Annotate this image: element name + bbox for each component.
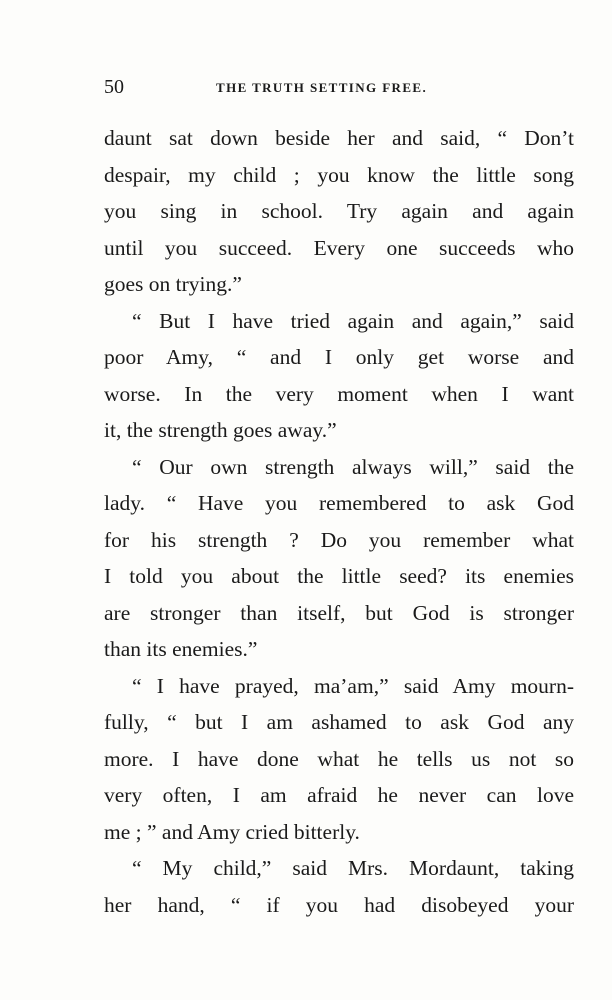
text-line: than its enemies.”: [104, 637, 258, 661]
text-line: “ I have prayed, ma’am,” said Amy mourn-: [132, 673, 574, 698]
text-line: I told you about the little seed? its enemies: [104, 564, 574, 588]
text-line: goes on trying.”: [104, 272, 242, 296]
running-head: [104, 76, 574, 102]
text-line: “ But I have tried again and again,” said: [132, 308, 574, 333]
running-head-title: THE TRUTH SETTING FREE.: [216, 80, 428, 95]
text-line: more. I have done what he tells us not so: [104, 746, 574, 771]
text-line: daunt sat down beside her and said, “ Don’t: [104, 126, 574, 150]
text-line: are stronger than itself, but God is stronger: [104, 600, 574, 625]
text-line: despair, my child ; you know the little song: [104, 162, 574, 187]
text-line: worse. In the very moment when I want: [104, 381, 574, 406]
text-line: poor Amy, “ and I only get worse and: [104, 345, 574, 369]
text-line: her hand, “ if you had disobeyed your: [104, 892, 574, 917]
text-line: lady. “ Have you remembered to ask God: [104, 491, 574, 515]
text-line: until you succeed. Every one succeeds who: [104, 235, 574, 260]
text-line: for his strength ? Do you remember what: [104, 527, 574, 552]
text-line: fully, “ but I am ashamed to ask God any: [104, 710, 574, 734]
text-line: you sing in school. Try again and again: [104, 199, 574, 223]
page-number: 50: [104, 76, 124, 98]
body-text: [104, 120, 574, 923]
text-line: me ; ” and Amy cried bitterly.: [104, 819, 360, 844]
text-line: “ Our own strength always will,” said the: [132, 454, 574, 479]
text-line: “ My child,” said Mrs. Mordaunt, taking: [132, 856, 574, 880]
text-line: it, the strength goes away.”: [104, 418, 337, 442]
text-line: very often, I am afraid he never can love: [104, 783, 574, 807]
